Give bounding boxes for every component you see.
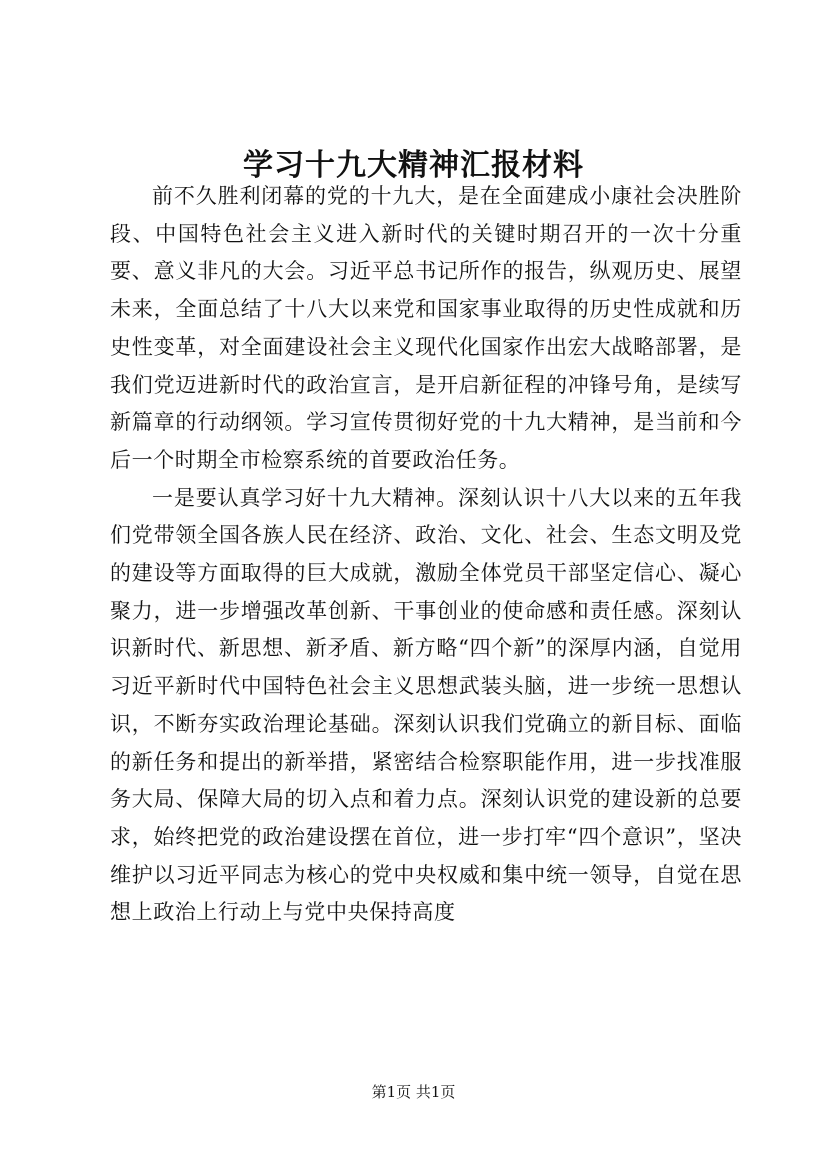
paragraph-study: 一是要认真学习好十九大精神。深刻认识十八大以来的五年我们党带领全国各族人民在经济、政治、文化、社会、生态文明及党的建设等方面取得的巨大成就，激励全体党员干部坚定信心、凝心聚力，进一步增强改革创新、干事创业的使命感和责任感。深刻认识新时代、新思想、新矛盾、新方略“四个新”的深厚内涵，自觉用习近平新时代中国特色社会主义思想武装头脑，进一步统一思想认识，不断夯实政治理论基础。深刻认识我们党确立的新目标、面临的新任务和提出的新举措，紧密结合检察职能作用，进一步找准服务大局、保障大局的切入点和着力点。深刻认识党的建设新的总要求，始终把党的政治建设摆在首位，进一步打牢“四个意识”，坚决维护以习近平同志为核心的党中央权威和集中统一领导，自觉在思想上政治上行动上与党中央保持高度	[110, 485, 742, 925]
document-title: 学习十九大精神汇报材料	[243, 148, 584, 183]
document-body	[110, 178, 742, 932]
page-footer: 第1页 共1页	[371, 1083, 456, 1101]
paragraph-intro: 前不久胜利闭幕的党的十九大，是在全面建成小康社会决胜阶段、中国特色社会主义进入新时代的关键时期召开的一次十分重要、意义非凡的大会。习近平总书记所作的报告，纵观历史、展望未来，全面总结了十八大以来党和国家事业取得的历史性成就和历史性变革，对全面建设社会主义现代化国家作出宏大战略部署，是我们党迈进新时代的政治宣言，是开启新征程的冲锋号角，是续写新篇章的行动纲领。学习宣传贯彻好党的十九大精神，是当前和今后一个时期全市检察系统的首要政治任务。	[110, 184, 742, 472]
